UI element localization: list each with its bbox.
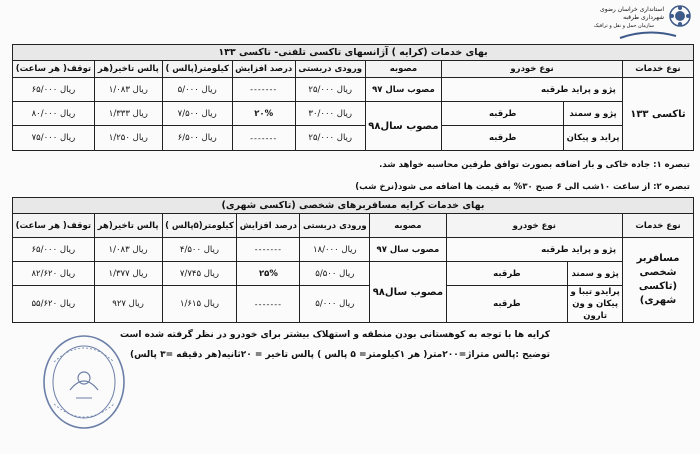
note-1: تبصره ۱: جاده خاکی و بار اضافه بصورت توافق طرفین محاسبه خواهد شد. [379,160,690,170]
table2-header-service: نوع خدمات [623,214,694,238]
table2-header-approval: مصوبه [370,214,446,238]
table1-row2-car-b: طرقبه [442,102,564,126]
table1-row1-wait: ریال ۱/۰۸۳ [94,78,162,102]
table-row [13,262,694,286]
table1-header-service: نوع خدمات [622,61,693,78]
table1-title: بهای خدمات (کرایه ) آژانسهای تاکسی تلفنی- تاکسی ۱۳۳ [13,45,694,61]
table2-row1-km: ریال ۴/۵۰۰ [162,238,237,262]
footer-line-1: کرایه ها با توجه به کوهستانی بودن منطقه و استهلاک بیشتر برای خودرو در نظر گرفته شده است [119,330,550,340]
table1-row2-approval: مصوب سال۹۸ [365,102,442,151]
header-line-1: استانداری خراسان رضوی [600,6,664,13]
table1-header-approval: مصوبه [365,61,442,78]
note-2: تبصره ۲: از ساعت ۱۰شب الی ۶ صبح ۳۰% به قیمت ها اضافه می شود(نرخ شب) [355,182,690,192]
table2-header-stop: توقف( هر ساعت) [13,214,95,238]
footer-line-2: توضیح :پالس متراژ=۲۰۰متر( هر ۱کیلومتر= ۵ پالس ) پالس تاخیر = ۲۰ثانیه(هر دقیقه =۳ پالس) [129,350,550,360]
table2-row3-km: ریال ۱/۶۱۵ [162,286,237,323]
table1-row3-wait: ریال ۱/۲۵۰ [94,126,162,151]
table2-header-entry: ورودی دربستی [300,214,370,238]
table2-row3-stop: ریال ۵۵/۶۲۰ [13,286,95,323]
table1-row1-car: پژو و پراید طرقبه [442,78,623,102]
table2-row2-entry: ریال ۵/۵۰۰ [300,262,370,286]
table1-row1-km: ریال ۵/۰۰۰ [162,78,232,102]
table2-row3-pct: ------- [237,286,300,323]
table1-row1-approval: مصوب سال ۹۷ [365,78,442,102]
table2-row3-entry: ریال ۵/۰۰۰ [300,286,370,323]
table-row [13,126,694,151]
table2-row2-wait: ریال ۱/۳۷۷ [94,262,162,286]
table2-row1-stop: ریال ۶۵/۰۰۰ [13,238,95,262]
table2-row3-car-a: پرایدو تیبا و پیکان و ون تارون [568,286,623,323]
table1-row2-pct: ۲۰% [232,102,295,126]
table-row [13,286,694,323]
table2-row3-wait: ریال ۹۲۷ [94,286,162,323]
table1-row1-stop: ریال ۶۵/۰۰۰ [13,78,95,102]
table2-row1-wait: ریال ۱/۰۸۳ [94,238,162,262]
table2-row2-pct: ۲۵% [237,262,300,286]
table-row [13,238,694,262]
table1-row2-wait: ریال ۱/۳۳۳ [94,102,162,126]
table2-row2-car-a: پژو و سمند [568,262,623,286]
header-line-2: شهرداری طرقبه [623,14,664,21]
table1-row1-pct: ------- [232,78,295,102]
table2-row2-km: ریال ۷/۷۴۵ [162,262,237,286]
table1-row3-pct: ------- [232,126,295,151]
table2-row3-car-b: طرقبه [446,286,568,323]
municipality-logo-icon [668,4,692,28]
table2-header-car: نوع خودرو [446,214,622,238]
table-row [13,102,694,126]
table-row [13,78,694,102]
table1-header-stop: توقف( هر ساعت) [13,61,95,78]
table1-row2-km: ریال ۷/۵۰۰ [162,102,232,126]
header-line-3: سازمان حمل و نقل و ترافیک [593,23,654,29]
table1-row3-car-b: طرقبه [442,126,564,151]
table1-row2-car-a: پژو و سمند [564,102,623,126]
table2-row2-approval: مصوب سال۹۸ [370,262,446,323]
table1-row1-entry: ریال ۲۵/۰۰۰ [295,78,365,102]
table2-header-wait: پالس تاخیر(هر [94,214,162,238]
table1-header-entry: ورودی دربستی [295,61,365,78]
taxi-133-table [12,44,694,151]
table2-row1-entry: ریال ۱۸/۰۰۰ [300,238,370,262]
table2-service-name: مسافربر شخصی (تاکسی شهری) [623,238,694,323]
table1-header-car: نوع خودرو [442,61,623,78]
table1-row3-car-a: پراید و پیکان [564,126,623,151]
table1-row3-km: ریال ۶/۵۰۰ [162,126,232,151]
personal-taxi-table [12,197,694,323]
table1-header-km: کیلومتر(پالس ) [162,61,232,78]
table1-header-pct: درصد افزایش [232,61,295,78]
table2-row2-stop: ریال ۸۲/۶۲۰ [13,262,95,286]
table2-row1-pct: ------- [237,238,300,262]
table1-row3-entry: ریال ۲۵/۰۰۰ [295,126,365,151]
table2-row2-car-b: طرقبه [446,262,568,286]
table2-row1-approval: مصوب سال ۹۷ [370,238,446,262]
swoosh-icon [618,30,678,40]
table1-row2-stop: ریال ۸۰/۰۰۰ [13,102,95,126]
table1-row3-stop: ریال ۷۵/۰۰۰ [13,126,95,151]
official-stamp-icon [40,332,128,432]
table1-header-wait: پالس تاخیر(هر [94,61,162,78]
table2-row1-car: پژو و پراید طرقبه [446,238,622,262]
table2-title: بهای خدمات کرایه مسافربرهای شخصی (تاکسی شهری) [13,198,694,214]
table1-row2-entry: ریال ۳۰/۰۰۰ [295,102,365,126]
table2-header-pct: درصد افزایش [237,214,300,238]
letterhead [534,4,694,40]
table1-service-name: تاکسی ۱۳۳ [622,78,693,151]
table2-header-km: کیلومتر(۵پالس ) [162,214,237,238]
